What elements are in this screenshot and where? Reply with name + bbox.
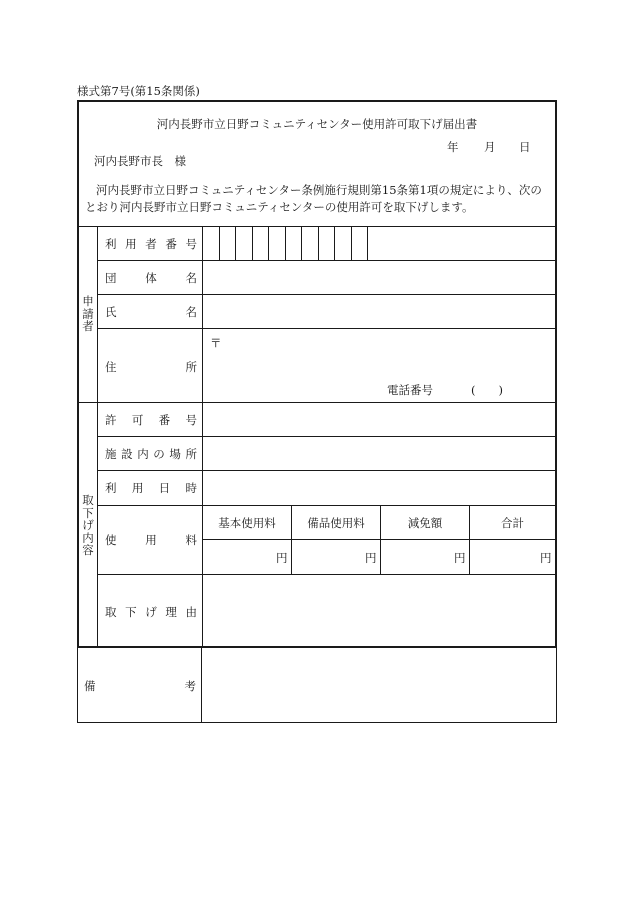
year-label: 年 [447,140,459,154]
applicant-group-label: 申 請 者 [82,294,94,333]
group-column-line [97,226,98,648]
usage-datetime-label: 利 用 日 時 [105,481,197,495]
digit-box-line [334,226,335,260]
postal-mark: 〒 [210,336,222,350]
withdrawal-group-label: 取 下 げ 内 容 [82,493,94,557]
form-number: 様式第7号(第15条関係) [77,84,200,98]
basic-fee-header: 基本使用料 [218,516,276,530]
digit-box-line [285,226,286,260]
form-title: 河内長野市立日野コミュニティセンター使用許可取下げ届出書 [156,117,478,131]
row-line [98,505,555,506]
digit-box-line [301,226,302,260]
yen-unit: 円 [276,551,288,565]
permit-number-label: 許 可 番 号 [105,413,197,427]
phone-parens: ( ) [471,383,503,397]
row-line [98,328,555,329]
label-column-line [202,226,203,648]
total-header: 合計 [501,516,524,530]
digit-box-line [351,226,352,260]
yen-unit: 円 [540,551,552,565]
table-top-line [79,226,555,227]
row-line [98,470,555,471]
month-label: 月 [484,140,496,154]
row-line [98,294,555,295]
remarks-box [77,648,557,723]
digit-box-line [367,226,368,260]
body-text: 河内長野市立日野コミュニティセンター条例施行規則第15条第1項の規定により、次のとおり河内長野市立日野コミュニティセンターの使用許可を取下げします。 [85,183,542,214]
row-line [98,260,555,261]
fee-inner-line [202,539,555,540]
reason-label: 取 下 げ 理 由 [105,605,197,619]
address-label: 住 所 [105,360,197,374]
name-label: 氏 名 [105,305,197,319]
remarks-label: 備 考 [84,679,196,693]
digit-box-line [252,226,253,260]
row-line [98,574,555,575]
yen-unit: 円 [365,551,377,565]
digit-box-line [268,226,269,260]
day-label: 日 [519,140,531,154]
yen-unit: 円 [454,551,466,565]
addressee: 河内長野市長 様 [94,154,186,168]
user-number-label: 利 用 者 番 号 [105,237,197,251]
facility-place-label: 施 設 内 の 場 所 [105,447,197,461]
phone-label: 電話番号 [387,383,433,397]
reduction-header: 減免額 [407,516,443,530]
row-line [98,436,555,437]
digit-box-line [235,226,236,260]
digit-box-line [219,226,220,260]
fee-label: 使 用 料 [105,533,197,547]
digit-box-line [318,226,319,260]
equipment-fee-header: 備品使用料 [307,516,365,530]
remarks-column-line [201,648,202,722]
withdrawal-form [77,100,557,648]
group-name-label: 団 体 名 [105,271,197,285]
section-divider-line [79,402,555,403]
